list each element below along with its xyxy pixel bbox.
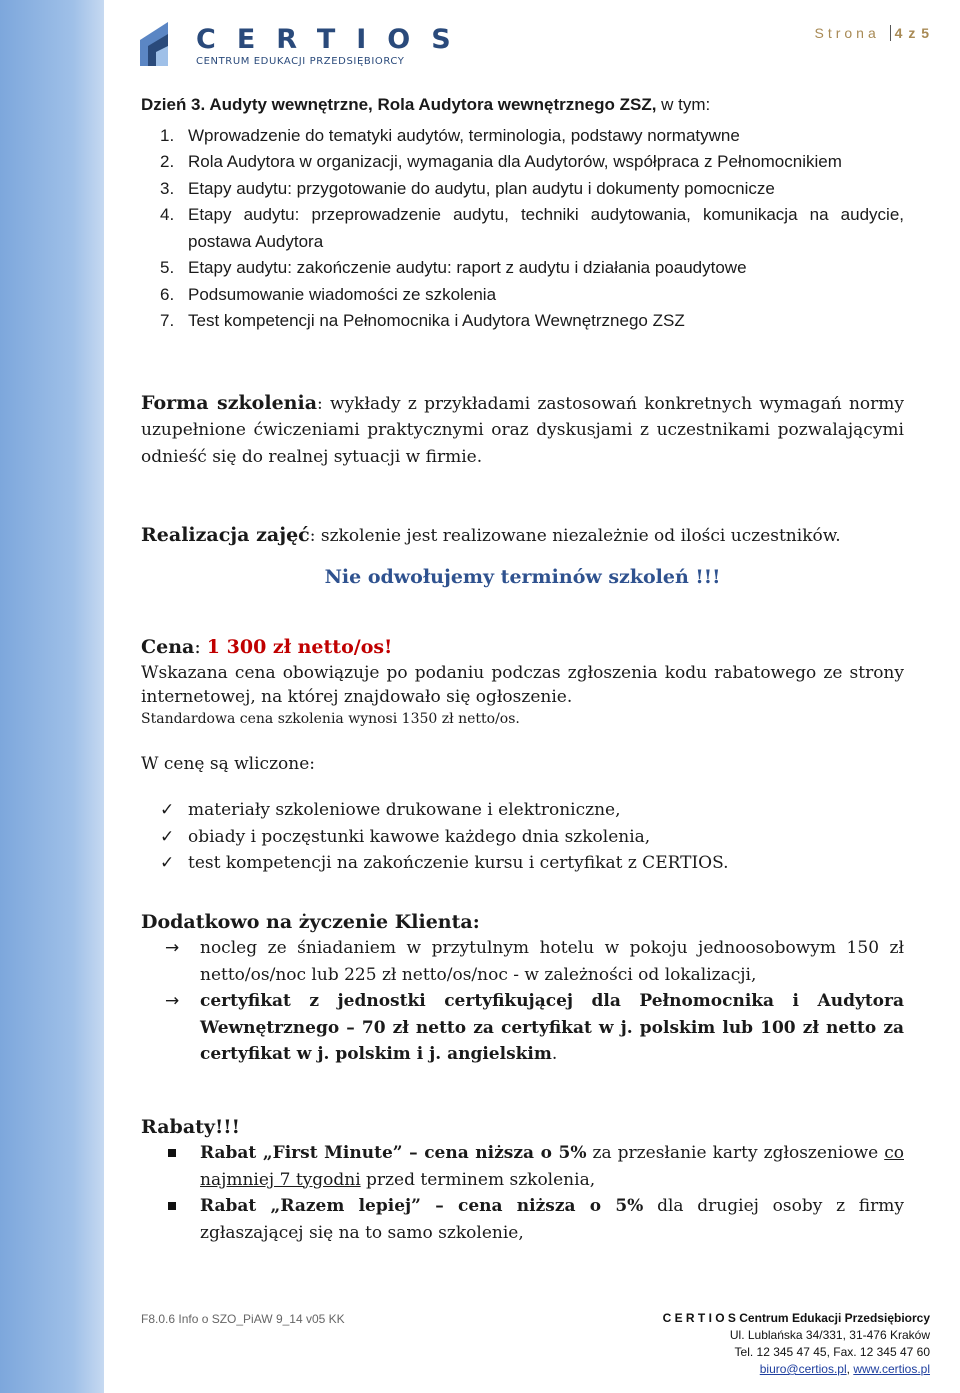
list-item: → nocleg ze śniadaniem w przytulnym hotelu w pokoju jednoosobowym 150 zł netto/os/noc lub 225 zł netto/os/noc - w zależności od lokalizacji, [141,935,904,988]
list-item: 3. Etapy audytu: przygotowanie do audytu, plan audytu i dokumenty pomocnicze [160,178,775,198]
price-line: Cena: 1 300 zł netto/os! [141,636,393,658]
doc-code: F8.0.6 Info o SZO_PiAW 9_14 v05 KK [141,1312,345,1326]
square-bullet-icon [168,1149,176,1157]
arrow-right-icon: → [165,938,180,958]
certios-logo [138,20,478,70]
footer-links: biuro@certios.pl, www.certios.pl [759,1362,930,1376]
check-icon: ✓ [160,800,175,820]
footer-phone: Tel. 12 345 47 45, Fax. 12 345 47 60 [734,1345,930,1359]
page-count: 4 z 5 [890,25,930,41]
price-standard: Standardowa cena szkolenia wynosi 1350 zł netto/os. [141,710,520,727]
arrow-right-icon: → [165,991,180,1011]
check-icon: ✓ [160,853,175,873]
forma-paragraph: Forma szkolenia: wykłady z przykładami zastosowań konkretnych wymagań normy uzupełnione ćwiczeniami praktycznymi oraz dyskusjami z uczestnikami pozwalającymi odnieść się do realnej sytuacji w firmie. [141,391,904,467]
list-item: 6. Podsumowanie wiadomości ze szkolenia [160,284,497,304]
logo-mark-icon [138,20,194,68]
list-item: 7. Test kompetencji na Pełnomocnika i Audytora Wewnętrznego ZSZ [160,311,685,330]
discounts-list [141,1140,904,1246]
logo-text: CERTIOS [196,24,472,55]
footer-company: C E R T I O S Centrum Edukacji Przedsiębiorcy [662,1311,930,1325]
included-list [141,797,904,877]
website-link[interactable]: www.certios.pl [853,1362,930,1376]
extra-title: Dodatkowo na życzenie Klienta: [141,910,480,933]
logo-subtitle: CENTRUM EDUKACJI PRZEDSIĘBIORCY [196,56,405,67]
list-item: ✓ materiały szkoleniowe drukowane i elektroniczne, [141,797,904,824]
footer-contact [663,1310,930,1378]
included-title: W cenę są wliczone: [141,753,316,774]
agenda-list [141,123,904,335]
list-item: 5. Etapy audytu: zakończenie audytu: raport z audytu i działania poaudytowe [160,258,747,277]
document-content [141,92,904,1246]
extra-list [141,935,904,1068]
realizacja-paragraph: Realizacja zajęć: szkolenie jest realizowane niezależnie od ilości uczestników. [141,524,841,546]
price-note: Wskazana cena obowiązuje po podaniu podczas zgłoszenia kodu rabatowego ze strony internetowej, na której znajdowało się ogłoszenie. [141,662,904,707]
list-item: → certyfikat z jednostki certyfikującej dla Pełnomocnika i Audytora Wewnętrznego – 70 zł netto za certyfikat w j. polskim lub 100 zł netto za certyfikat w j. polskim i j. angielskim. [141,988,904,1068]
footer-address: Ul. Lublańska 34/331, 31-476 Kraków [729,1328,930,1342]
list-item: Rabat „First Minute” – cena niższa o 5% za przesłanie karty zgłoszeniowe co najmniej 7 tygodni przed terminem szkolenia, [141,1140,904,1193]
list-item: 2. Rola Audytora w organizacji, wymagania dla Audytorów, współpraca z Pełnomocnikiem [160,152,842,171]
check-icon: ✓ [160,826,175,847]
square-bullet-icon [168,1202,176,1210]
page-number [815,25,931,41]
list-item: ✓ test kompetencji na zakończenie kursu i certyfikat z CERTIOS. [141,850,904,877]
email-link[interactable]: biuro@certios.pl [759,1362,847,1376]
notice-heading: Nie odwołujemy terminów szkoleń !!! [324,565,721,588]
left-sidebar-band [0,0,104,1393]
list-item: ✓ obiady i poczęstunki kawowe każdego dnia szkolenia, [141,824,904,851]
list-item: 4. Etapy audytu: przeprowadzenie audytu, techniki audytowania, komunikacja na audycie, postawa Audytora [160,205,904,251]
list-item: 1. Wprowadzenie do tematyki audytów, terminologia, podstawy normatywne [160,125,740,145]
discounts-title: Rabaty!!! [141,1115,240,1138]
day-title: Dzień 3. Audyty wewnętrzne, Rola Audytora wewnętrznego ZSZ, w tym: [141,95,711,114]
list-item: Rabat „Razem lepiej” – cena niższa o 5% dla drugiej osoby z firmy zgłaszającej się na to samo szkolenie, [141,1193,904,1246]
page-word: Strona [814,25,880,41]
